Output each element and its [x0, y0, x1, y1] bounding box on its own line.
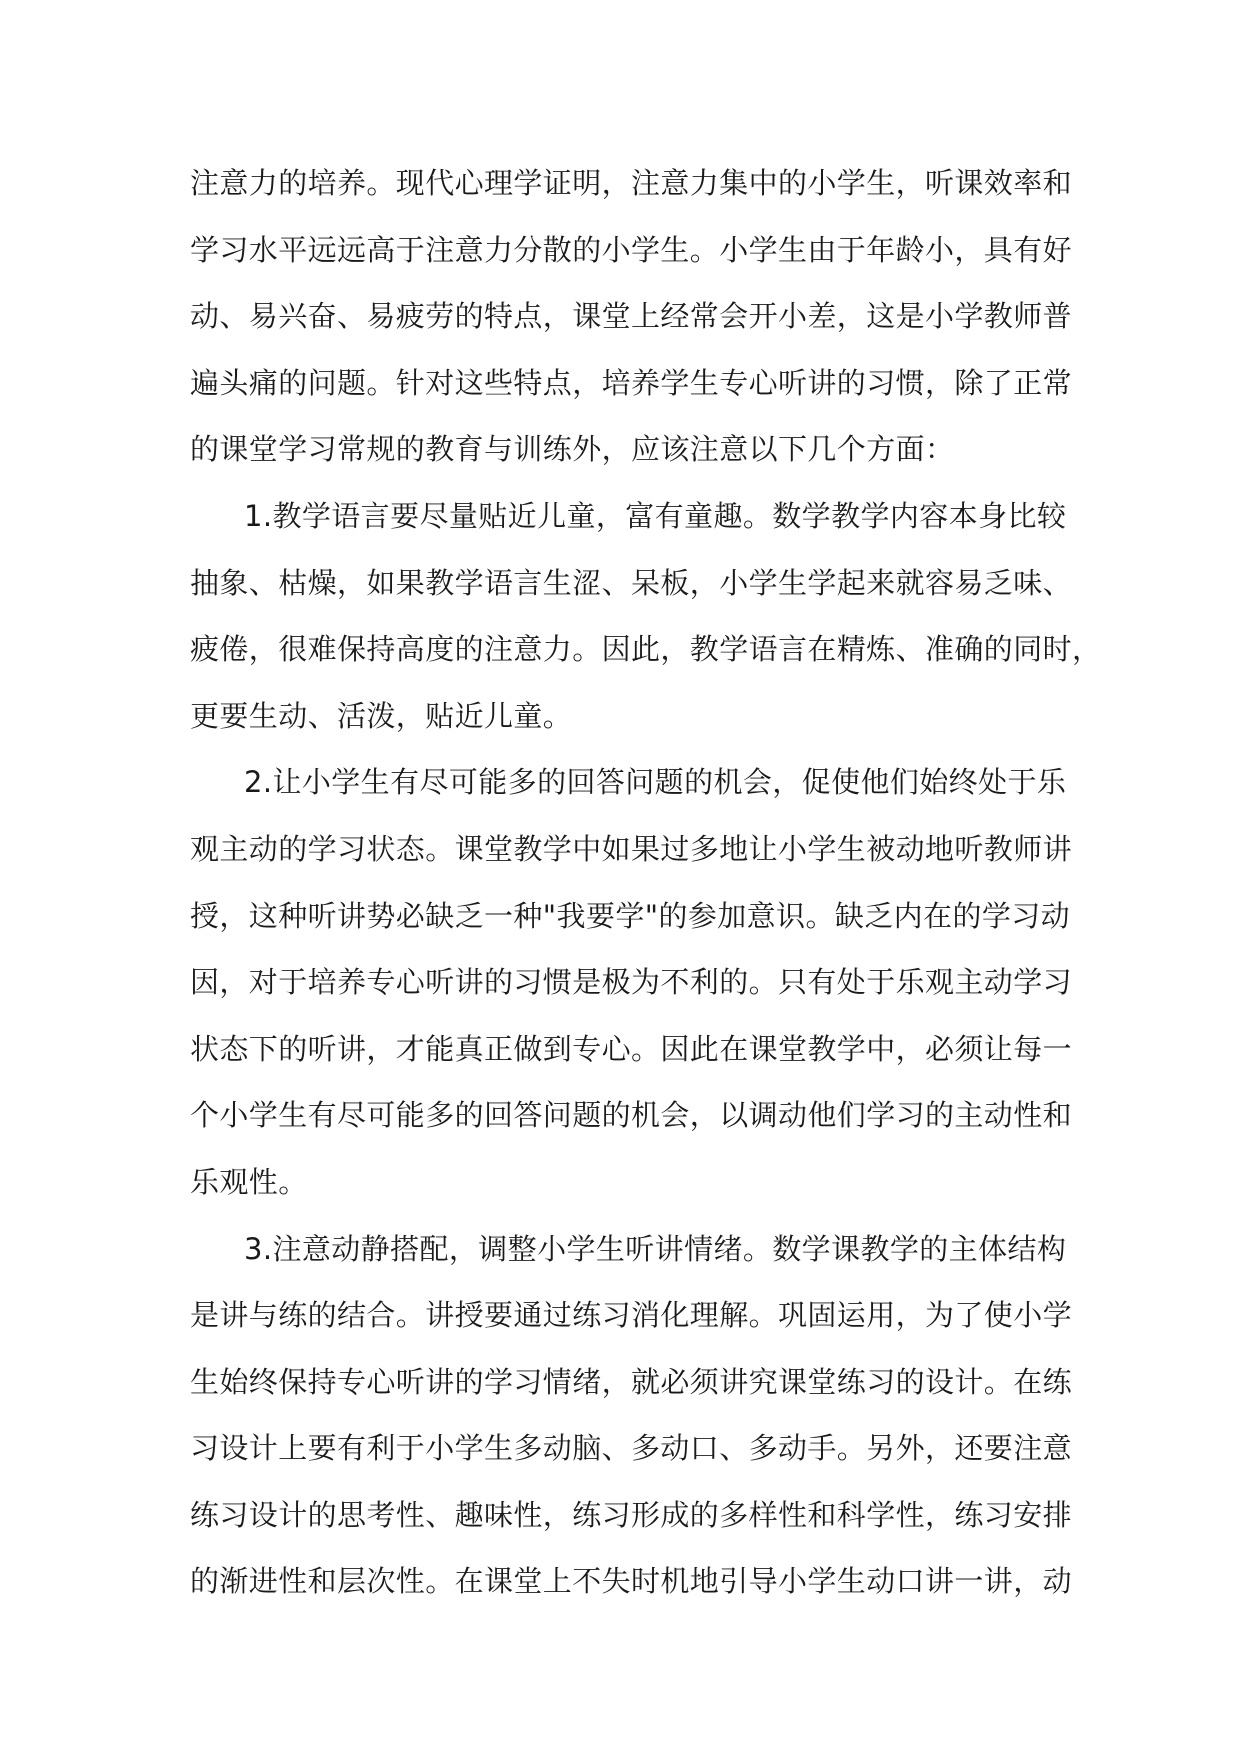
paragraph-1-start: 1.教学语言要尽量贴近儿童，富有童趣。数学教学内容本身比较 [244, 498, 1067, 533]
text-line: 的课堂学习常规的教育与训练外，应该注意以下几个方面： [190, 432, 955, 467]
text-line: 抽象、枯燥，如果教学语言生涩、呆板，小学生学起来就容易乏味、 [190, 565, 1073, 600]
text-line: 练习设计的思考性、趣味性，练习形成的多样性和科学性，练习安排 [190, 1497, 1073, 1532]
text-line: 学习水平远远高于注意力分散的小学生。小学生由于年龄小，具有好 [190, 232, 1073, 267]
text-line: 的渐进性和层次性。在课堂上不失时机地引导小学生动口讲一讲，动 [190, 1564, 1073, 1599]
text-line: 生始终保持专心听讲的学习情绪，就必须讲究课堂练习的设计。在练 [190, 1364, 1073, 1399]
text-line: 授，这种听讲势必缺乏一种"我要学"的参加意识。缺乏内在的学习动 [190, 898, 1071, 933]
text-line: 状态下的听讲，才能真正做到专心。因此在课堂教学中，必须让每一 [190, 1031, 1073, 1066]
text-line: 动、易兴奋、易疲劳的特点，课堂上经常会开小差，这是小学教师普 [190, 299, 1073, 334]
text-line: 观主动的学习状态。课堂教学中如果过多地让小学生被动地听教师讲 [190, 831, 1073, 866]
text-line: 疲倦，很难保持高度的注意力。因此，教学语言在精炼、准确的同时， [190, 632, 1102, 667]
text-line: 注意力的培养。现代心理学证明，注意力集中的小学生，听课效率和 [190, 166, 1073, 200]
text-line: 是讲与练的结合。讲授要通过练习消化理解。巩固运用，为了使小学 [190, 1298, 1073, 1333]
text-line: 乐观性。 [190, 1164, 308, 1199]
body-text [190, 150, 1102, 1615]
text-line: 习设计上要有利于小学生多动脑、多动口、多动手。另外，还要注意 [190, 1431, 1073, 1466]
text-line: 因，对于培养专心听讲的习惯是极为不利的。只有处于乐观主动学习 [190, 965, 1073, 1000]
text-line: 个小学生有尽可能多的回答问题的机会，以调动他们学习的主动性和 [190, 1098, 1073, 1133]
paragraph-2-start: 2.让小学生有尽可能多的回答问题的机会，促使他们始终处于乐 [244, 765, 1067, 800]
text-line: 更要生动、活泼，贴近儿童。 [190, 698, 573, 733]
paragraph-3-start: 3.注意动静搭配，调整小学生听讲情绪。数学课教学的主体结构 [244, 1231, 1067, 1266]
text-line: 遍头痛的问题。针对这些特点，培养学生专心听讲的习惯，除了正常 [190, 365, 1073, 400]
